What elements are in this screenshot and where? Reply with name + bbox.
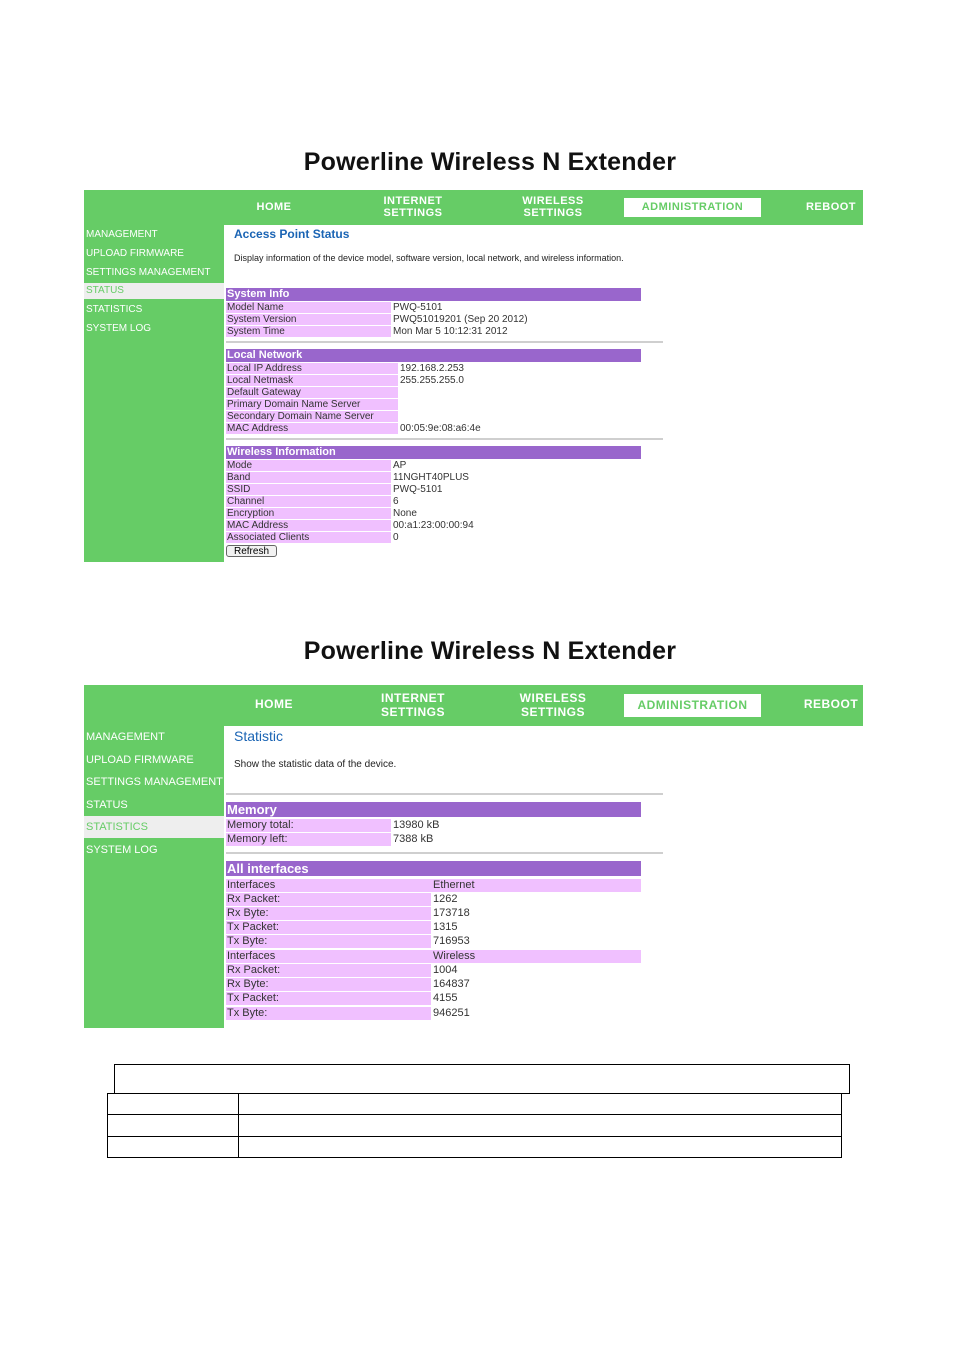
sidebar-item-upload-firmware[interactable]: UPLOAD FIRMWARE	[86, 754, 194, 766]
nav-wireless-settings[interactable]	[508, 195, 598, 219]
row-label: Band	[226, 472, 391, 483]
statistics-content	[224, 726, 863, 1028]
row-label: Rx Packet:	[226, 893, 431, 906]
row-label: Memory left:	[226, 833, 391, 846]
section-header-wireless-info: Wireless Information	[226, 446, 641, 459]
row-value: 11NGHT40PLUS	[393, 472, 469, 483]
section-header-all-interfaces: All interfaces	[226, 861, 641, 876]
row-label: System Time	[226, 326, 391, 337]
row-label: Associated Clients	[226, 532, 391, 543]
row-label: Interfaces	[226, 950, 431, 963]
row-label: Local IP Address	[226, 363, 398, 374]
sidebar-item-system-log[interactable]: SYSTEM LOG	[86, 844, 158, 856]
row-value: 255.255.255.0	[400, 375, 464, 386]
page-heading-2: Powerline Wireless N Extender	[303, 637, 677, 665]
row-value: 00:a1:23:00:00:94	[393, 520, 474, 531]
row-value: 6	[393, 496, 399, 507]
page-description: Display information of the device model, software version, local network, and wireless information.	[234, 253, 624, 263]
sidebar-item-system-log[interactable]: SYSTEM LOG	[86, 323, 152, 334]
nav-reboot[interactable]	[796, 201, 866, 213]
row-value: 13980 kB	[393, 819, 440, 831]
row-value: 946251	[433, 1007, 470, 1019]
row-value: 716953	[433, 935, 470, 947]
nav-internet-label-2: SETTINGS	[383, 207, 443, 219]
nav-wireless-settings[interactable]	[508, 691, 598, 719]
sidebar-item-management[interactable]: MANAGEMENT	[86, 731, 165, 743]
refresh-button[interactable]: Refresh	[226, 545, 277, 557]
row-label: Rx Packet:	[226, 964, 431, 977]
section-header-local-network: Local Network	[226, 349, 641, 362]
divider	[226, 438, 663, 440]
row-label: MAC Address	[226, 423, 398, 434]
row-value: AP	[393, 460, 407, 471]
table-row-divider	[107, 1136, 842, 1137]
row-value: 7388 kB	[393, 833, 434, 845]
sidebar-item-status[interactable]: STATUS	[84, 283, 224, 299]
nav-wireless-label-2: SETTINGS	[520, 705, 585, 719]
row-label: MAC Address	[226, 520, 391, 531]
row-value: PWQ-5101	[393, 484, 443, 495]
row-label: Channel	[226, 496, 391, 507]
row-label: System Version	[226, 314, 391, 325]
row-label: SSID	[226, 484, 391, 495]
nav-internet-label-1: INTERNET	[383, 195, 443, 207]
nav-administration[interactable]	[624, 694, 761, 717]
empty-table-caption-box	[114, 1064, 850, 1094]
table-column-divider	[238, 1093, 239, 1158]
section-header-memory: Memory	[226, 802, 641, 817]
nav-wireless-label-1: WIRELESS	[519, 691, 587, 705]
nav-internet-settings[interactable]	[368, 691, 458, 719]
nav-administration-label: ADMINISTRATION	[637, 698, 748, 712]
row-value	[398, 399, 400, 410]
row-label: Secondary Domain Name Server	[226, 411, 398, 422]
row-label: Local Netmask	[226, 375, 398, 386]
row-value: Wireless	[431, 950, 641, 963]
row-value: 1315	[433, 921, 458, 933]
row-label: Tx Packet:	[226, 992, 431, 1005]
nav-reboot-label: REBOOT	[803, 697, 859, 711]
row-label: Tx Byte:	[226, 1007, 431, 1020]
row-value: 173718	[433, 907, 470, 919]
row-value: 00:05:9e:08:a6:4e	[400, 423, 481, 434]
divider	[226, 852, 663, 854]
divider	[226, 341, 663, 343]
sidebar-item-statistics[interactable]: STATISTICS	[84, 816, 224, 838]
sidebar-item-statistics[interactable]: STATISTICS	[86, 304, 143, 315]
row-value: 1262	[433, 893, 458, 905]
nav-home-label: HOME	[256, 201, 292, 213]
row-value: 164837	[433, 978, 470, 990]
row-value: 192.168.2.253	[400, 363, 464, 374]
row-label: Model Name	[226, 302, 391, 313]
row-label: Mode	[226, 460, 391, 471]
row-value: None	[393, 508, 417, 519]
nav-home-label: HOME	[255, 697, 293, 711]
row-label: Primary Domain Name Server	[226, 399, 398, 410]
row-value	[398, 411, 400, 422]
row-label: Tx Byte:	[226, 935, 431, 948]
sidebar-item-upload-firmware[interactable]: UPLOAD FIRMWARE	[86, 248, 184, 259]
row-value: Ethernet	[431, 879, 641, 892]
page-heading-1: Powerline Wireless N Extender	[303, 148, 677, 176]
status-content	[224, 225, 863, 562]
top-nav-bar	[84, 685, 863, 726]
row-value: 4155	[433, 992, 458, 1004]
nav-internet-label-1: INTERNET	[381, 691, 445, 705]
nav-reboot-label: REBOOT	[805, 201, 857, 213]
nav-internet-settings[interactable]	[368, 195, 458, 219]
nav-wireless-label-2: SETTINGS	[523, 207, 583, 219]
row-value: 0	[393, 532, 399, 543]
nav-administration[interactable]	[624, 198, 761, 217]
row-label: Interfaces	[226, 879, 431, 892]
nav-home[interactable]	[242, 201, 306, 213]
nav-home[interactable]	[242, 698, 306, 710]
page-description: Show the statistic data of the device.	[234, 759, 397, 770]
page-title: Access Point Status	[234, 227, 350, 241]
table-row-divider	[107, 1114, 842, 1115]
row-value: PWQ51019201 (Sep 20 2012)	[393, 314, 528, 325]
row-value: 1004	[433, 964, 458, 976]
row-label: Rx Byte:	[226, 978, 431, 991]
nav-internet-label-2: SETTINGS	[380, 705, 445, 719]
row-value: Mon Mar 5 10:12:31 2012	[393, 326, 508, 337]
sidebar-item-status[interactable]: STATUS	[86, 799, 128, 811]
status-panel	[84, 190, 863, 562]
statistics-panel	[84, 685, 863, 1028]
row-value	[398, 387, 400, 398]
top-nav-bar	[84, 190, 863, 225]
row-label: Tx Packet:	[226, 921, 431, 934]
page-title: Statistic	[234, 728, 284, 744]
divider	[226, 793, 663, 795]
nav-administration-label: ADMINISTRATION	[641, 201, 744, 213]
sidebar-item-settings-management[interactable]: SETTINGS MANAGEMENT	[86, 267, 211, 278]
row-label: Encryption	[226, 508, 391, 519]
sidebar-item-settings-management[interactable]: SETTINGS MANAGEMENT	[86, 776, 223, 788]
nav-reboot[interactable]	[796, 698, 866, 710]
sidebar-item-management[interactable]: MANAGEMENT	[86, 229, 158, 240]
row-value: PWQ-5101	[393, 302, 443, 313]
row-label: Default Gateway	[226, 387, 398, 398]
section-header-system-info: System Info	[226, 288, 641, 301]
row-label: Memory total:	[226, 819, 391, 832]
sidebar	[84, 726, 224, 1028]
empty-table	[107, 1093, 842, 1158]
sidebar	[84, 225, 224, 562]
row-label: Rx Byte:	[226, 907, 431, 920]
nav-wireless-label-1: WIRELESS	[522, 195, 584, 207]
